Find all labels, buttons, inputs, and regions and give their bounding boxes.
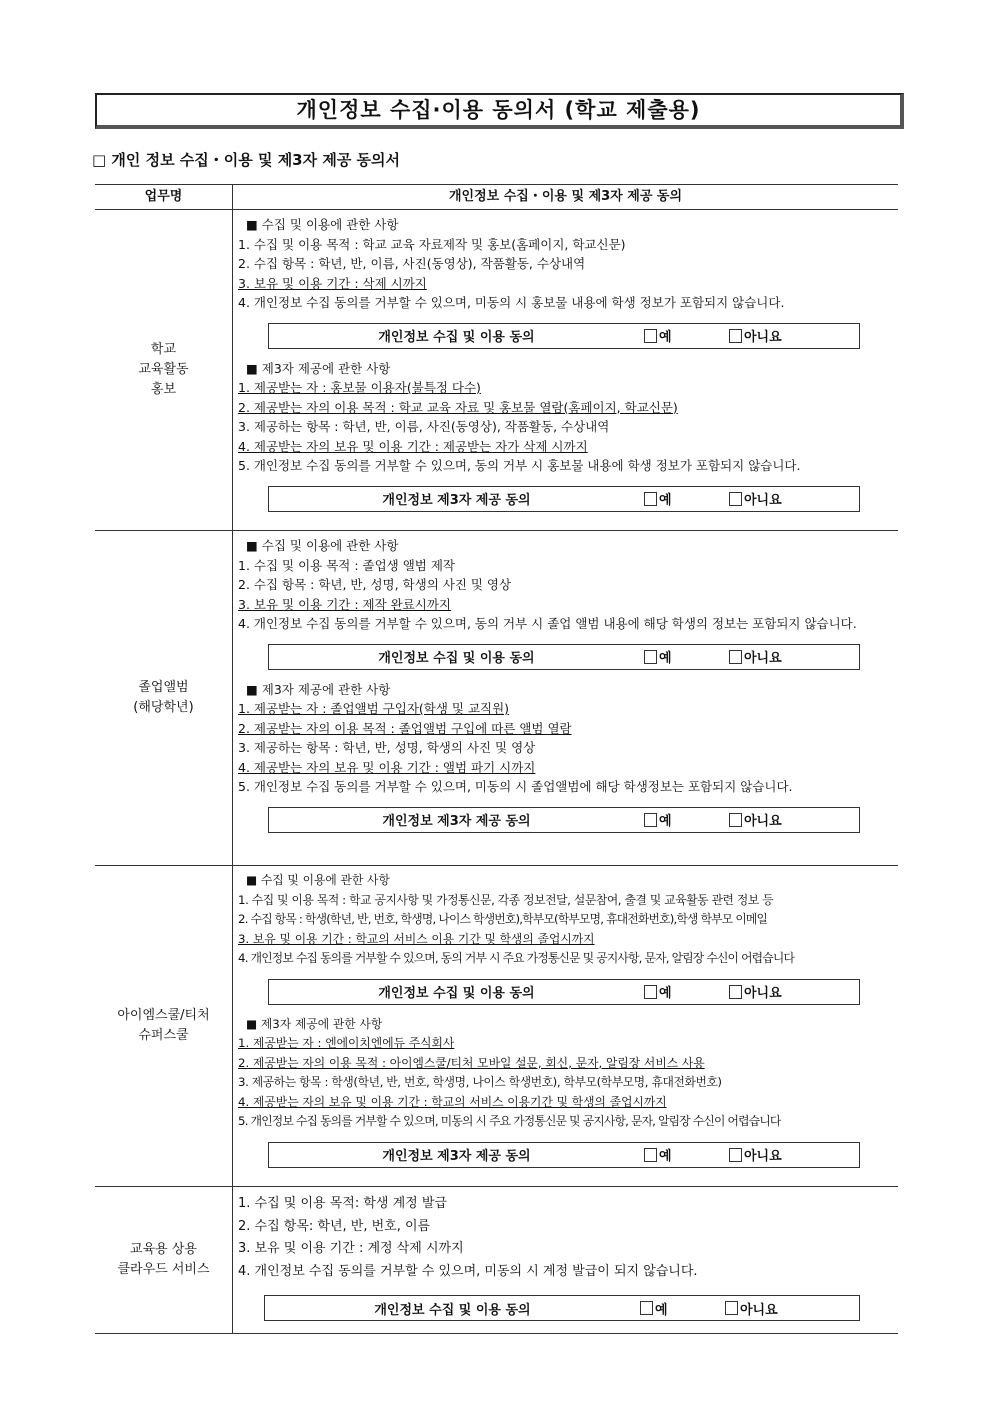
third-item: 3. 제공하는 항목 : 학생(학년, 반, 번호, 학생명, 나이스 학생번호), 학부모(학부모명, 휴대전화번호) — [238, 1075, 722, 1089]
yes-label: 예 — [655, 1302, 668, 1318]
task-name-line: 졸업앨범 — [138, 680, 189, 695]
no-label: 아니요 — [744, 814, 782, 829]
third-item: 5. 개인정보 수집 동의를 거부할 수 있으며, 미동의 시 졸업앨범에 해당 학생정보는 포함되지 않습니다. — [238, 779, 793, 794]
collect-item: 4. 개인정보 수집 동의를 거부할 수 있으며, 동의 거부 시 졸업 앨범 내용에 해당 학생의 정보는 포함되지 않습니다. — [238, 616, 857, 631]
task-name-line: (해당학년) — [133, 700, 194, 715]
header-consent: 개인정보 수집・이용 및 제3자 제공 동의 — [448, 189, 683, 204]
no-label: 아니요 — [744, 493, 782, 508]
checkbox-icon[interactable] — [729, 650, 742, 664]
checkbox-icon[interactable] — [729, 985, 742, 999]
consent-label: 개인정보 제3자 제공 동의 — [382, 493, 531, 508]
consent-yes[interactable] — [644, 489, 729, 508]
collect-heading: ■ 수집 및 이용에 관한 사항 — [246, 873, 390, 887]
table-row — [95, 866, 898, 1187]
third-item: 2. 제공받는 자의 이용 목적 : 학교 교육 자료 및 홍보물 열람(홈페이지, 학교신문) — [238, 399, 678, 415]
no-label: 아니요 — [744, 651, 782, 666]
task-name — [95, 1187, 233, 1333]
collect-consent-box — [268, 979, 860, 1005]
consent-no[interactable] — [729, 1145, 782, 1164]
third-item: 4. 제공받는 자의 보유 및 이용 기간 : 앨범 파기 시까지 — [238, 759, 536, 775]
checkbox-icon[interactable] — [725, 1301, 738, 1315]
collect-item: 3. 보유 및 이용 기간 : 삭제 시까지 — [238, 275, 427, 291]
yes-label: 예 — [659, 493, 672, 508]
collect-item: 4. 개인정보 수집 동의를 거부할 수 있으며, 미동의 시 홍보물 내용에 학생 정보가 포함되지 않습니다. — [238, 295, 785, 310]
table-header — [95, 185, 898, 210]
third-item: 2. 제공받는 자의 이용 목적 : 아이엠스쿨/티처 모바일 설문, 회신, 문자, 알림장 서비스 사용 — [238, 1055, 705, 1070]
task-name-line: 교육활동 — [138, 362, 189, 377]
task-name — [95, 531, 233, 865]
checkbox-icon[interactable] — [729, 813, 742, 827]
collect-item: 2. 수집 항목 : 학생(학년, 반, 번호, 학생명, 나이스 학생번호),학부모(학부모명, 휴대전화번호),학생 학부모 이메일 — [238, 912, 768, 926]
collect-item: 3. 보유 및 이용 기간 : 제작 완료시까지 — [238, 596, 452, 612]
third-item: 1. 제공받는 자 : 홍보물 이용자(불특정 다수) — [238, 380, 481, 395]
consent-no[interactable] — [729, 647, 782, 666]
consent-label: 개인정보 수집 및 이용 동의 — [378, 330, 535, 345]
task-name-line: 아이엠스쿨/티처 — [117, 1008, 210, 1023]
consent-label: 개인정보 수집 및 이용 동의 — [378, 651, 535, 666]
checkbox-icon[interactable] — [644, 650, 657, 664]
third-item: 1. 제공받는 자 : 엔에이치엔에듀 주식회사 — [238, 1036, 455, 1050]
header-task-name: 업무명 — [95, 185, 233, 209]
consent-yes[interactable] — [644, 647, 729, 666]
collect-item: 4. 개인정보 수집 동의를 거부할 수 있으며, 동의 거부 시 주요 가정통신문 및 공지사항, 문자, 알림장 수신이 어렵습니다 — [238, 951, 795, 965]
yes-label: 예 — [659, 330, 672, 345]
third-item: 4. 제공받는 자의 보유 및 이용 기간 : 제공받는 자가 삭제 시까지 — [238, 438, 588, 454]
checkbox-icon[interactable] — [729, 492, 742, 506]
consent-label: 개인정보 수집 및 이용 동의 — [378, 986, 535, 1001]
checkbox-icon[interactable] — [729, 329, 742, 343]
consent-content — [233, 1187, 898, 1333]
collect-item: 1. 수집 및 이용 목적 : 학교 공지사항 및 가정통신문, 각종 정보전달, 설문참여, 출결 및 교육활동 관련 정보 등 — [238, 892, 774, 907]
consent-label: 개인정보 제3자 제공 동의 — [382, 1149, 531, 1164]
no-label: 아니요 — [744, 1149, 782, 1164]
third-heading: ■ 제3자 제공에 관한 사항 — [246, 681, 391, 697]
yes-label: 예 — [659, 651, 672, 666]
checkbox-icon[interactable] — [640, 1301, 653, 1315]
consent-content — [233, 210, 898, 530]
checkbox-icon[interactable] — [729, 1148, 742, 1162]
table-row — [95, 531, 898, 866]
third-heading: ■ 제3자 제공에 관한 사항 — [246, 1016, 383, 1031]
collect-consent-box — [264, 1295, 860, 1321]
collect-heading: ■ 수집 및 이용에 관한 사항 — [246, 538, 399, 553]
table-row — [95, 1187, 898, 1334]
third-item: 2. 제공받는 자의 이용 목적 : 졸업앨범 구입에 따른 앨범 열람 — [238, 720, 572, 736]
consent-table — [95, 184, 898, 1334]
checkbox-icon[interactable] — [644, 329, 657, 343]
collect-consent-box — [268, 644, 860, 670]
yes-label: 예 — [659, 1149, 672, 1164]
third-item: 1. 제공받는 자 : 졸업앨범 구입자(학생 및 교직원) — [238, 701, 510, 716]
third-consent-box — [268, 486, 860, 512]
checkbox-icon[interactable] — [644, 813, 657, 827]
consent-yes[interactable] — [644, 1145, 729, 1164]
consent-yes[interactable] — [644, 982, 729, 1001]
task-name-line: 학교 — [150, 342, 177, 357]
third-consent-box — [268, 1142, 860, 1168]
no-label: 아니요 — [744, 330, 782, 345]
task-name-line: 클라우드 서비스 — [117, 1262, 210, 1277]
table-row — [95, 210, 898, 531]
collect-item: 1. 수집 및 이용 목적 : 졸업생 앨범 제작 — [238, 557, 455, 573]
checkbox-icon[interactable] — [644, 1148, 657, 1162]
no-label: 아니요 — [744, 986, 782, 1001]
no-label: 아니요 — [740, 1302, 778, 1318]
checkbox-icon[interactable] — [644, 985, 657, 999]
task-name — [95, 210, 233, 530]
consent-yes[interactable] — [644, 810, 729, 829]
consent-content — [233, 531, 898, 865]
third-consent-box — [268, 807, 860, 833]
consent-yes[interactable] — [644, 326, 729, 345]
third-item: 4. 제공받는 자의 보유 및 이용 기간 : 학교의 서비스 이용기간 및 학생의 졸업시까지 — [238, 1094, 667, 1109]
collect-heading: ■ 수집 및 이용에 관한 사항 — [246, 217, 399, 232]
task-name-line: 교육용 상용 — [130, 1242, 197, 1257]
consent-no[interactable] — [729, 326, 782, 345]
collect-item: 3. 보유 및 이용 기간 : 학교의 서비스 이용 기간 및 학생의 졸업시까지 — [238, 931, 595, 946]
collect-item: 2. 수집 항목 : 학년, 반, 이름, 사진(동영상), 작품활동, 수상내역 — [238, 256, 586, 271]
third-heading: ■ 제3자 제공에 관한 사항 — [246, 360, 391, 376]
collect-item: 1. 수집 및 이용 목적 : 학교 교육 자료제작 및 홍보(홈페이지, 학교신문) — [238, 236, 626, 252]
document-title: 개인정보 수집·이용 동의서 (학교 제출용) — [95, 93, 904, 129]
collect-item: 2. 수집 항목 : 학년, 반, 성명, 학생의 사진 및 영상 — [238, 577, 512, 592]
cloud-item: 4. 개인정보 수집 동의를 거부할 수 있으며, 미동의 시 계정 발급이 되지 않습니다. — [238, 1263, 698, 1279]
consent-label: 개인정보 제3자 제공 동의 — [382, 814, 531, 829]
task-name-line: 슈퍼스쿨 — [138, 1028, 189, 1043]
collect-consent-box — [268, 323, 860, 349]
third-item: 3. 제공하는 항목 : 학년, 반, 이름, 사진(동영상), 작품활동, 수상내역 — [238, 419, 610, 434]
task-name-line: 홍보 — [150, 382, 177, 397]
third-item: 5. 개인정보 수집 동의를 거부할 수 있으며, 동의 거부 시 홍보물 내용에 학생 정보가 포함되지 않습니다. — [238, 458, 801, 473]
consent-no[interactable] — [729, 810, 782, 829]
cloud-item: 3. 보유 및 이용 기간 : 계정 삭제 시까지 — [238, 1241, 464, 1256]
third-item: 3. 제공하는 항목 : 학년, 반, 성명, 학생의 사진 및 영상 — [238, 740, 536, 755]
yes-label: 예 — [659, 814, 672, 829]
yes-label: 예 — [659, 986, 672, 1001]
consent-no[interactable] — [729, 489, 782, 508]
third-item: 5. 개인정보 수집 동의를 거부할 수 있으며, 미동의 시 주요 가정통신문 및 공지사항, 문자, 알림장 수신이 어렵습니다 — [238, 1114, 781, 1128]
section-heading: □ 개인 정보 수집・이용 및 제3자 제공 동의서 — [92, 151, 401, 169]
consent-content — [233, 866, 898, 1186]
cloud-item: 1. 수집 및 이용 목적: 학생 계정 발급 — [238, 1196, 447, 1211]
task-name — [95, 866, 233, 1186]
consent-no[interactable] — [729, 982, 782, 1001]
consent-no[interactable] — [725, 1299, 778, 1318]
cloud-item: 2. 수집 항목: 학년, 반, 번호, 이름 — [238, 1218, 431, 1234]
checkbox-icon[interactable] — [644, 492, 657, 506]
consent-yes[interactable] — [640, 1299, 725, 1318]
consent-label: 개인정보 수집 및 이용 동의 — [374, 1302, 531, 1318]
